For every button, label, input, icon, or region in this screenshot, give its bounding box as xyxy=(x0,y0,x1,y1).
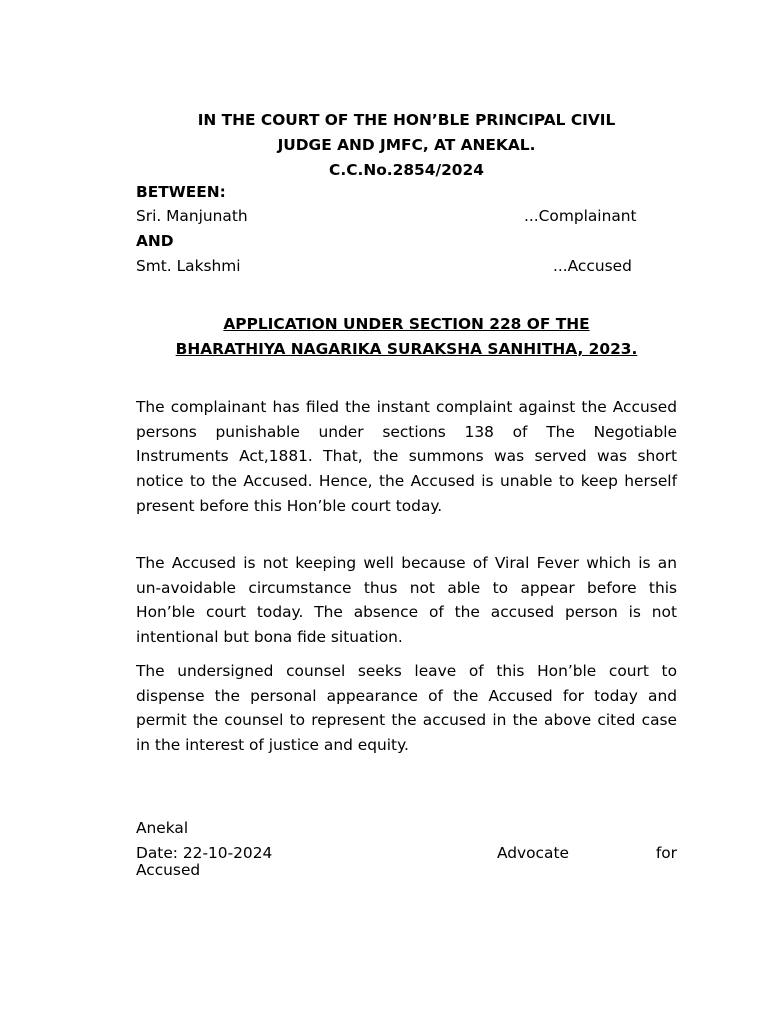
accused-name: Smt. Lakshmi xyxy=(136,257,241,275)
court-line-1: IN THE COURT OF THE HON’BLE PRINCIPAL CIVIL xyxy=(197,111,616,129)
place: Anekal xyxy=(136,819,189,837)
application-title-line-2: BHARATHIYA NAGARIKA SURAKSHA SANHITHA, 2023. xyxy=(175,340,638,358)
complainant-name: Sri. Manjunath xyxy=(136,207,248,225)
court-line-2: JUDGE AND JMFC, AT ANEKAL. xyxy=(277,136,536,154)
advocate-word: Advocate xyxy=(497,844,569,862)
complainant-role: ...Complainant xyxy=(524,207,637,225)
between-label: BETWEEN: xyxy=(136,183,226,201)
case-number: C.C.No.2854/2024 xyxy=(329,161,484,179)
application-title-line-1: APPLICATION UNDER SECTION 228 OF THE xyxy=(223,315,590,333)
application-title xyxy=(136,312,677,362)
court-heading xyxy=(136,108,677,183)
and-label: AND xyxy=(136,232,174,250)
accused-row xyxy=(136,255,677,277)
date: Date: 22-10-2024 xyxy=(136,844,273,862)
for-word: for xyxy=(655,844,677,862)
paragraph-1: The complainant has filed the instant complaint against the Accused persons punishable under sections 138 of The Negotiable Instruments Act,1881. That, the summons was served was short notice to the Accused. Hence, the Accused is unable to keep herself present before this Hon’ble court today. xyxy=(136,398,677,515)
complainant-row xyxy=(136,205,677,227)
accused-word: Accused xyxy=(136,861,201,879)
accused-role: ...Accused xyxy=(553,257,632,275)
paragraph-3: The undersigned counsel seeks leave of this Hon’ble court to dispense the personal appearance of the Accused for today and permit the counsel to represent the accused in the above cited case in the interest of justice and equity. xyxy=(136,662,677,755)
paragraph-2: The Accused is not keeping well because of Viral Fever which is an un-avoidable circumstance thus not able to appear before this Hon’ble court today. The absence of the accused person is not intentional but bona fide situation. xyxy=(136,554,677,647)
